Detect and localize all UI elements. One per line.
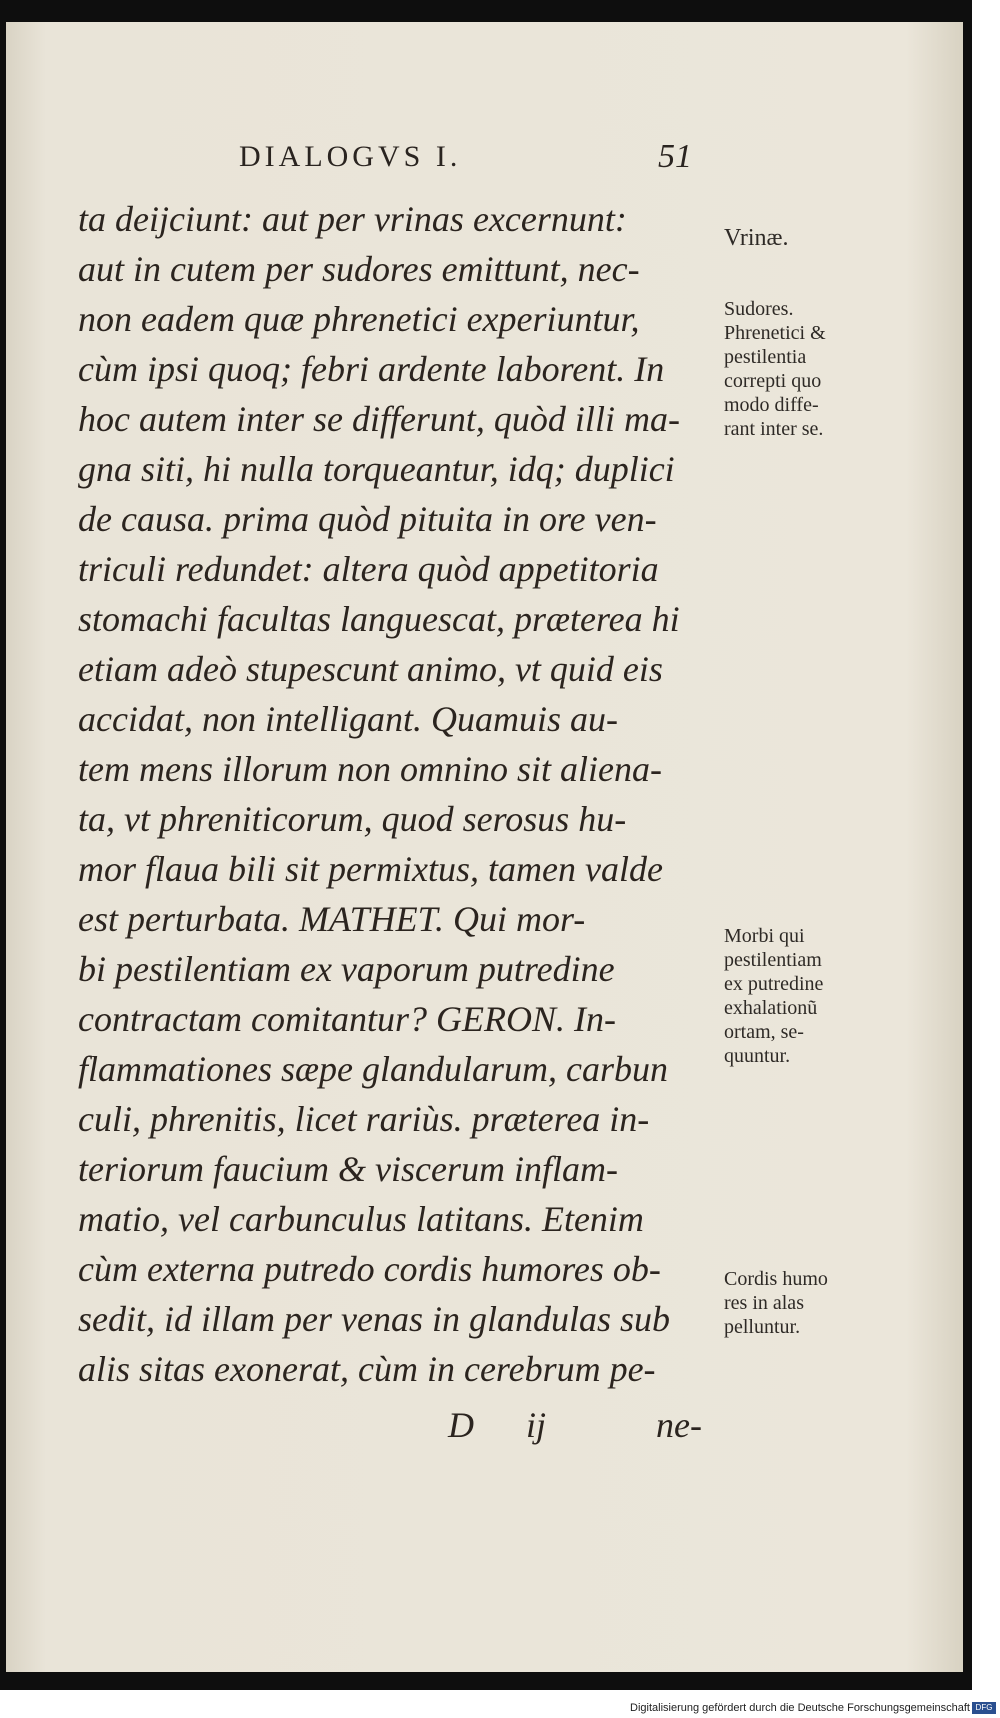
marginal-line: modo diffe- [724, 394, 819, 416]
text-line: ta deijciunt: aut per vrinas excernunt: [78, 199, 627, 239]
marginal-line: correpti quo [724, 370, 822, 392]
marginal-line: exhalationũ [724, 997, 818, 1019]
text-line: alis sitas exonerat, cùm in cerebrum pe- [78, 1349, 656, 1389]
marginal-line: Phrenetici & [724, 322, 826, 344]
marginal-note-sudores [724, 297, 826, 441]
text-line: cùm externa putredo cordis humores ob- [78, 1249, 661, 1289]
text-line: tem mens illorum non omnino sit aliena- [78, 749, 662, 789]
marginal-note-vrinae [724, 226, 789, 250]
text-line: bi pestilentiam ex vaporum putredine [78, 949, 615, 989]
text-line: flammationes sæpe glandularum, carbun [78, 1049, 668, 1089]
marginal-line: res in alas [724, 1292, 804, 1314]
marginal-line: ex putredine [724, 973, 824, 995]
digitization-credit: Digitalisierung gefördert durch die Deutsche Forschungsgemeinschaft [630, 1702, 970, 1714]
marginal-line: ortam, se- [724, 1021, 804, 1043]
marginal-line: pestilentia [724, 346, 807, 368]
marginal-line: Vrinæ. [724, 225, 789, 251]
body-text [78, 194, 718, 1394]
marginal-line: pestilentiam [724, 949, 822, 971]
catchword: ne- [656, 1405, 702, 1445]
text-line: est perturbata. MATHET. Qui mor- [78, 899, 586, 939]
text-line: culi, phrenitis, licet rariùs. præterea in- [78, 1099, 650, 1139]
text-line: cùm ipsi quoq; febri ardente laborent. In [78, 349, 665, 389]
marginal-line: quuntur. [724, 1045, 791, 1067]
text-line: sedit, id illam per venas in glandulas sub [78, 1299, 670, 1339]
page-number: 51 [658, 138, 692, 175]
text-line: hoc autem inter se differunt, quòd illi ma- [78, 399, 680, 439]
text-line: etiam adeò stupescunt animo, vt quid eis [78, 649, 663, 689]
signature-mark-number: ij [526, 1405, 547, 1445]
marginal-line: Morbi qui [724, 925, 805, 947]
text-line: stomachi facultas languescat, præterea hi [78, 599, 680, 639]
running-head: DIALOGVS I. [239, 140, 462, 173]
marginal-line: Sudores. [724, 298, 794, 320]
text-line: mor flaua bili sit permixtus, tamen valde [78, 849, 663, 889]
text-line: gna siti, hi nulla torqueantur, idq; duplici [78, 449, 675, 489]
marginal-line: Cordis humo [724, 1268, 828, 1290]
dfg-logo: DFG [972, 1702, 996, 1714]
text-line: teriorum faucium & viscerum inflam- [78, 1149, 618, 1189]
marginal-line: rant inter se. [724, 418, 824, 440]
signature-mark-letter: D [448, 1405, 474, 1445]
text-line: matio, vel carbunculus latitans. Etenim [78, 1199, 644, 1239]
marginal-note-cordis [724, 1267, 828, 1339]
text-line: aut in cutem per sudores emittunt, nec- [78, 249, 640, 289]
text-line: non eadem quæ phrenetici experiuntur, [78, 299, 640, 339]
text-line: de causa. prima quòd pituita in ore ven- [78, 499, 657, 539]
marginal-note-morbi [724, 924, 823, 1068]
text-line: triculi redundet: altera quòd appetitoria [78, 549, 659, 589]
text-line: ta, vt phreniticorum, quod serosus hu- [78, 799, 627, 839]
marginal-line: pelluntur. [724, 1316, 801, 1338]
text-line: accidat, non intelligant. Quamuis au- [78, 699, 618, 739]
book-page [6, 22, 963, 1672]
text-line: contractam comitantur? GERON. In- [78, 999, 616, 1039]
